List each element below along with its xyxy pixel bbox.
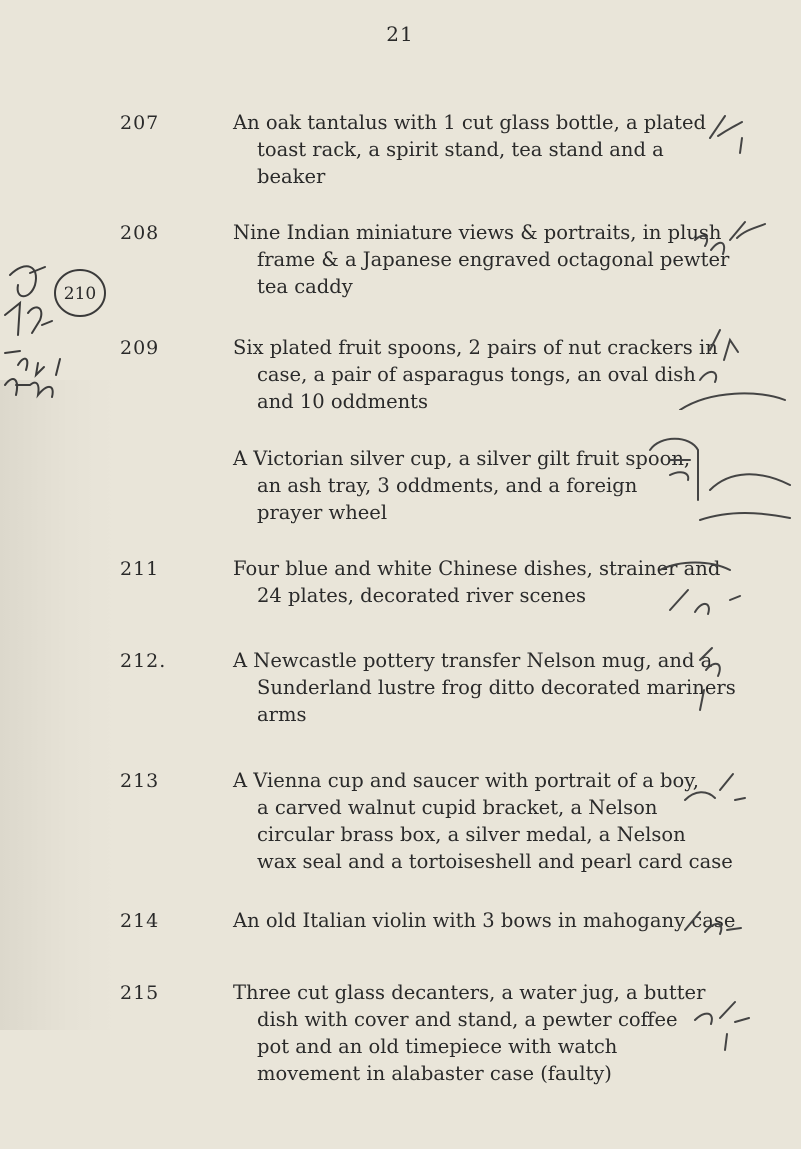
pencil-mark-icon bbox=[680, 98, 780, 158]
desc-line: prayer wheel bbox=[257, 501, 388, 524]
lot-description bbox=[233, 334, 718, 415]
desc-line: arms bbox=[257, 703, 307, 726]
pencil-mark-icon bbox=[640, 430, 800, 530]
lot-number: 213 bbox=[120, 770, 160, 792]
pencil-mark-icon bbox=[640, 540, 790, 630]
desc-line: case, a pair of asparagus tongs, an oval dish bbox=[257, 363, 696, 386]
lot-description bbox=[233, 109, 706, 190]
margin-handwriting-icon bbox=[0, 255, 120, 445]
desc-line: A Vienna cup and saucer with portrait of a boy, bbox=[233, 769, 699, 792]
lot-description bbox=[233, 907, 736, 934]
lot-description bbox=[233, 219, 730, 300]
desc-line: movement in alabaster case (faulty) bbox=[257, 1062, 612, 1085]
lot-number: 208 bbox=[120, 222, 160, 244]
lot-description bbox=[233, 979, 706, 1087]
lot-number: 209 bbox=[120, 337, 160, 359]
desc-line: Sunderland lustre frog ditto decorated mariners bbox=[257, 676, 736, 699]
desc-line: pot and an old timepiece with watch bbox=[257, 1035, 618, 1058]
lot-description bbox=[233, 555, 721, 609]
pencil-mark-icon bbox=[665, 900, 785, 950]
desc-line: Four blue and white Chinese dishes, strainer and bbox=[233, 557, 721, 580]
stamp-label: 210 bbox=[63, 284, 97, 304]
lot-number: 212. bbox=[120, 650, 167, 672]
desc-line: circular brass box, a silver medal, a Nelson bbox=[257, 823, 686, 846]
desc-line: Nine Indian miniature views & portraits, in plush bbox=[233, 221, 722, 244]
margin-shadow bbox=[0, 380, 115, 1030]
desc-line: toast rack, a spirit stand, tea stand and a bbox=[257, 138, 664, 161]
desc-line: frame & a Japanese engraved octagonal pewter bbox=[257, 248, 730, 271]
desc-line: An old Italian violin with 3 bows in mahogany case bbox=[233, 909, 736, 932]
desc-line: A Victorian silver cup, a silver gilt fruit spoon, bbox=[233, 447, 691, 470]
desc-line: wax seal and a tortoiseshell and pearl card case bbox=[257, 850, 733, 873]
pencil-mark-icon bbox=[660, 320, 790, 410]
lot-description bbox=[233, 767, 733, 875]
desc-line: an ash tray, 3 oddments, and a foreign bbox=[257, 474, 638, 497]
page-number: 21 bbox=[386, 22, 414, 46]
lot-description bbox=[233, 647, 736, 728]
desc-line: beaker bbox=[257, 165, 326, 188]
lot-number: 207 bbox=[120, 112, 160, 134]
desc-line: Three cut glass decanters, a water jug, a butter bbox=[233, 981, 706, 1004]
desc-line: 24 plates, decorated river scenes bbox=[257, 584, 587, 607]
desc-line: dish with cover and stand, a pewter coffee bbox=[257, 1008, 678, 1031]
pencil-mark-icon bbox=[675, 990, 785, 1060]
desc-line: a carved walnut cupid bracket, a Nelson bbox=[257, 796, 658, 819]
pencil-mark-icon bbox=[660, 640, 780, 720]
desc-line: An oak tantalus with 1 cut glass bottle, a plated bbox=[233, 111, 706, 134]
desc-line: Six plated fruit spoons, 2 pairs of nut crackers in bbox=[233, 336, 718, 359]
desc-line: tea caddy bbox=[257, 275, 353, 298]
lot-number: 211 bbox=[120, 558, 160, 580]
lot-number: 214 bbox=[120, 910, 160, 932]
lot-description bbox=[233, 445, 703, 526]
desc-line: and 10 oddments bbox=[257, 390, 429, 413]
pencil-mark-icon bbox=[665, 760, 785, 830]
lot-number: 215 bbox=[120, 982, 160, 1004]
pencil-mark-icon bbox=[675, 210, 785, 280]
desc-line: A Newcastle pottery transfer Nelson mug, and a bbox=[233, 649, 713, 672]
